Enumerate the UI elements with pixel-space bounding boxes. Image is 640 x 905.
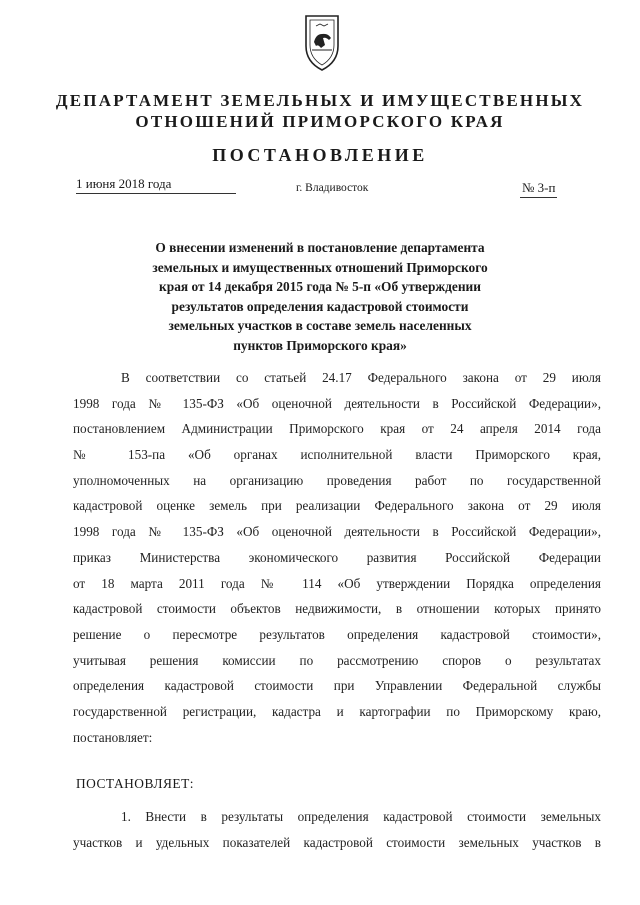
resolves-heading: ПОСТАНОВЛЯЕТ: <box>76 776 194 791</box>
preamble-line: 1998 года № 135-ФЗ «Об оценочной деятельности в Российской Федерации», <box>73 524 601 540</box>
item-line: 1. Внести в результаты определения кадастровой стоимости земельных <box>121 809 601 824</box>
preamble-line: определения кадастровой стоимости при Управлении Федеральной службы <box>73 678 601 694</box>
title-line: О внесении изменений в постановление департамента <box>155 240 485 255</box>
preamble-line: 1998 года № 135-ФЗ «Об оценочной деятельности в Российской Федерации», <box>73 395 601 411</box>
document-city: г. Владивосток <box>296 182 369 194</box>
preamble-line: постановлением Администрации Приморского края от 24 апреля 2014 года <box>73 421 601 437</box>
item-line: участков и удельных показателей кадастровой стоимости земельных участков в <box>73 834 601 850</box>
title-line: пунктов Приморского края» <box>233 337 407 353</box>
preamble-line: от 18 марта 2011 года № 114 «Об утверждении Порядка определения <box>73 575 601 591</box>
document-date: 1 июня 2018 года <box>76 176 236 194</box>
preamble-line: учитывая решения комиссии по рассмотрению споров о результатах <box>73 652 601 668</box>
document-title <box>130 238 510 355</box>
preamble-paragraph <box>73 365 601 750</box>
preamble-line: государственной регистрации, кадастра и картографии по Приморскому краю, <box>73 703 601 719</box>
preamble-line: постановляет: <box>73 729 153 745</box>
preamble-line: приказ Министерства экономического развития Российской Федерации <box>73 549 601 565</box>
preamble-line: решение о пересмотре результатов определения кадастровой стоимости», <box>73 626 601 642</box>
preamble-line: кадастровой оценке земель при реализации Федерального закона от 29 июля <box>73 498 601 514</box>
preamble-line: кадастровой стоимости объектов недвижимости, в отношении которых принято <box>73 601 601 617</box>
department-name-line-2: ОТНОШЕНИЙ ПРИМОРСКОГО КРАЯ <box>135 112 505 131</box>
item-1-paragraph <box>73 804 601 855</box>
document-number: № 3-п <box>520 180 557 198</box>
preamble-line: № 153-па «Об органах исполнительной власти Приморского края, <box>73 447 601 463</box>
title-line: земельных участков в составе земель населенных <box>168 318 472 333</box>
document-type-heading: ПОСТАНОВЛЕНИЕ <box>212 145 428 165</box>
coat-of-arms-icon <box>298 12 346 74</box>
title-line: результатов определения кадастровой стоимости <box>171 298 469 314</box>
title-line: земельных и имущественных отношений Приморского <box>152 259 488 275</box>
title-line: края от 14 декабря 2015 года № 5-п «Об утверждении <box>159 279 481 294</box>
preamble-line: В соответствии со статьей 24.17 Федерального закона от 29 июля <box>121 370 601 385</box>
preamble-line: уполномоченных на организацию проведения работ по государственной <box>73 472 601 488</box>
department-name-line-1: ДЕПАРТАМЕНТ ЗЕМЕЛЬНЫХ И ИМУЩЕСТВЕННЫХ <box>55 91 585 110</box>
